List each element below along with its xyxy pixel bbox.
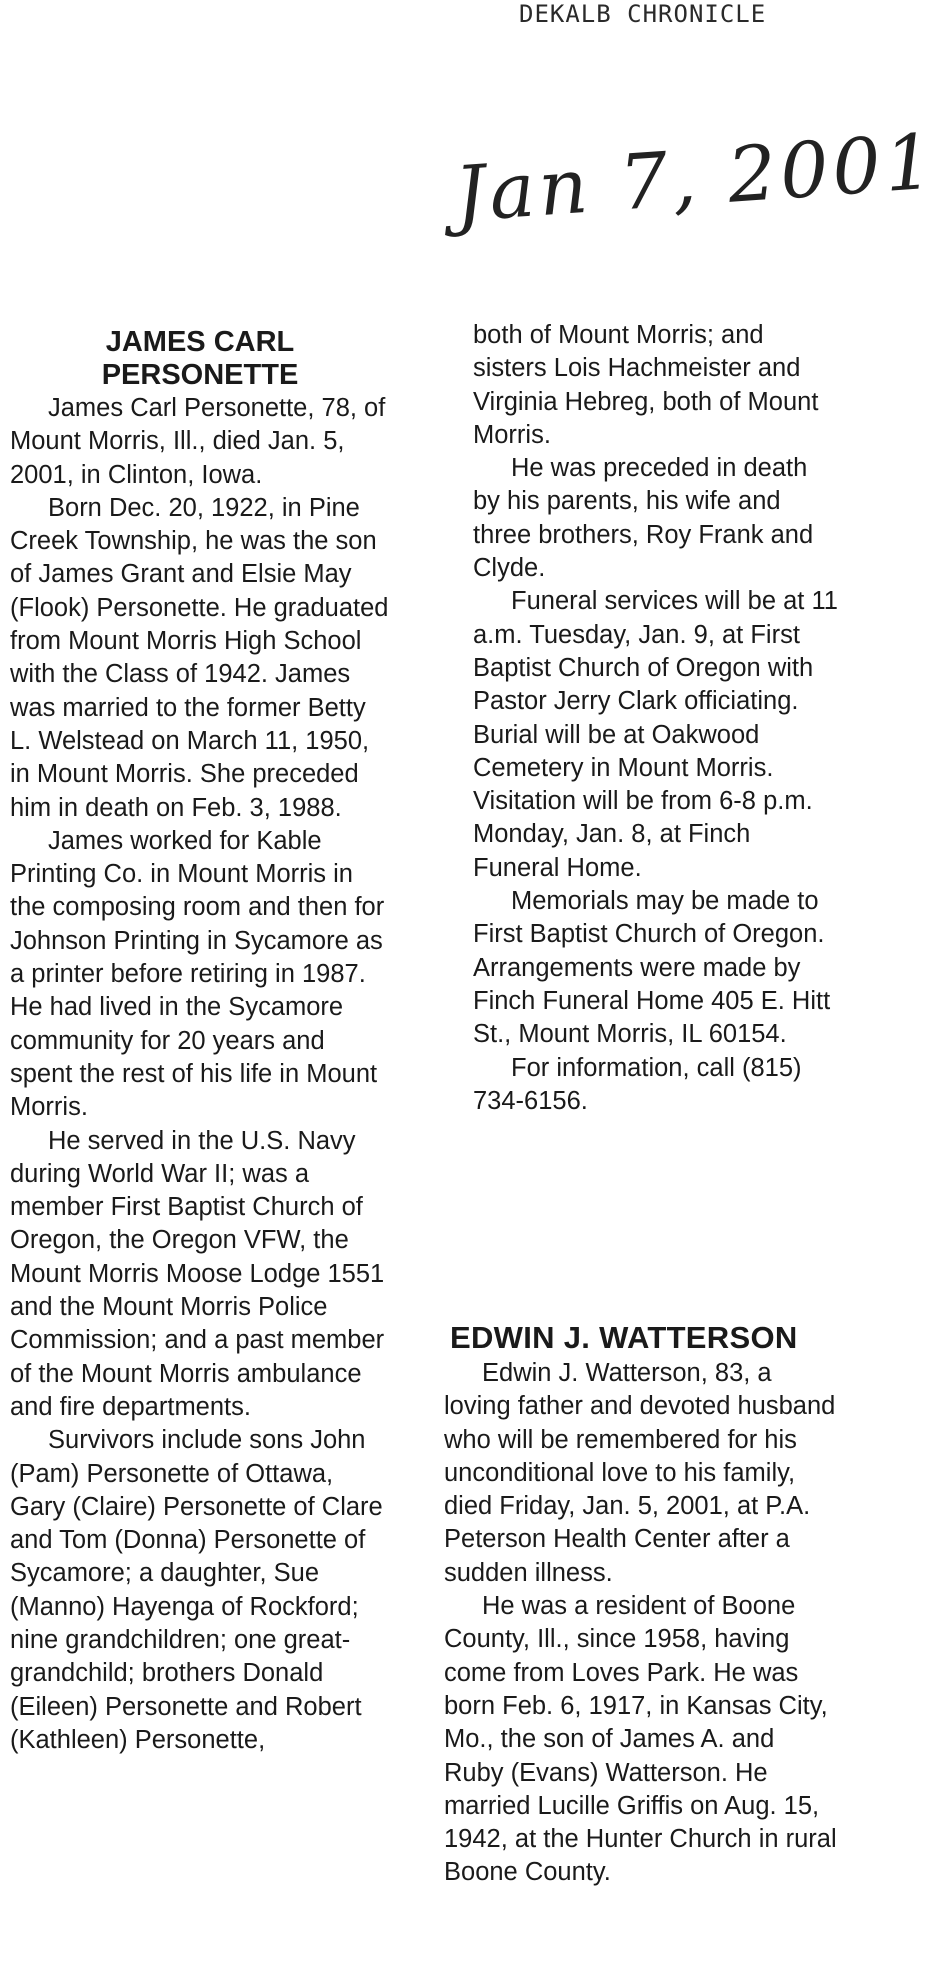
newspaper-masthead: DEKALB CHRONICLE bbox=[519, 0, 767, 28]
paragraph-preceded: He was preceded in death by his parents, his wife and three brothers, Roy Frank and Clyde. bbox=[473, 454, 814, 583]
obituary-column-2 bbox=[473, 319, 839, 1118]
obituary-column-1 bbox=[10, 326, 390, 1757]
name-line-2: PERSONETTE bbox=[101, 359, 299, 391]
paragraph-death-notice: James Carl Personette, 78, of Mount Morris, Ill., died Jan. 5, 2001, in Clinton, Iowa. bbox=[10, 394, 386, 489]
paragraph-survivors: Survivors include sons John (Pam) Personette of Ottawa, Gary (Claire) Personette of Clare and Tom (Donna) Personette of Sycamore; a daughter, Sue (Manno) Hayenga of Rockford; nine grandchildren; one great-grandchild; brothers Donald (Eileen) Personette and Robert (Kathleen) Personette, bbox=[10, 1426, 383, 1754]
paragraph-funeral: Funeral services will be at 11 a.m. Tuesday, Jan. 9, at First Baptist Church of Oregon with Pastor Jerry Clark officiating. Burial will be at Oakwood Cemetery in Mount Morris. Visitation will be from 6-8 p.m. Monday, Jan. 8, at Finch Funeral Home. bbox=[473, 587, 838, 882]
name-line-1: JAMES CARL bbox=[105, 326, 295, 358]
obituary-title-watterson: EDWIN J. WATTERSON bbox=[450, 1320, 798, 1355]
paragraph-service: He served in the U.S. Navy during World War II; was a member First Baptist Church of Oregon, the Oregon VFW, the Mount Morris Moose Lodge 1551 and the Mount Morris Police Commission; and a past member of the Mount Morris ambulance and fire departments. bbox=[10, 1126, 385, 1421]
paragraph-memorials: Memorials may be made to First Baptist Church of Oregon. Arrangements were made by Finch Funeral Home 405 E. Hitt St., Mount Morris, IL 60154. bbox=[473, 887, 831, 1049]
obituary-column-3 bbox=[444, 1319, 839, 1890]
obituary-title-personette bbox=[10, 326, 390, 392]
paragraph-information: For information, call (815) 734-6156. bbox=[473, 1053, 802, 1115]
paragraph-survivors-continued: both of Mount Morris; and sisters Lois Hachmeister and Virginia Hebreg, both of Mount Morris. bbox=[473, 321, 819, 449]
paragraph-watterson-death: Edwin J. Watterson, 83, a loving father and devoted husband who will be remembered for his unconditional love to his family, died Friday, Jan. 5, 2001, at P.A. Peterson Health Center after a sudden illness. bbox=[444, 1359, 836, 1587]
handwritten-date: Jan 7, 2001 bbox=[451, 116, 940, 239]
paragraph-career: James worked for Kable Printing Co. in Mount Morris in the composing room and then for Johnson Printing in Sycamore as a printer before retiring in 1987. He had lived in the Sycamore community for 20 years and spent the rest of his life in Mount Morris. bbox=[10, 826, 385, 1122]
paragraph-watterson-biography: He was a resident of Boone County, Ill., since 1958, having come from Loves Park. He was born Feb. 6, 1917, in Kansas City, Mo., the son of James A. and Ruby (Evans) Watterson. He married Lucille Griffis on Aug. 15, 1942, at the Hunter Church in rural Boone County. bbox=[444, 1592, 837, 1887]
paragraph-biography: Born Dec. 20, 1922, in Pine Creek Township, he was the son of James Grant and Elsie May (Flook) Personette. He graduated from Mount Morris High School with the Class of 1942. James was married to the former Betty L. Welstead on March 11, 1950, in Mount Morris. She preceded him in death on Feb. 3, 1988. bbox=[10, 493, 389, 822]
